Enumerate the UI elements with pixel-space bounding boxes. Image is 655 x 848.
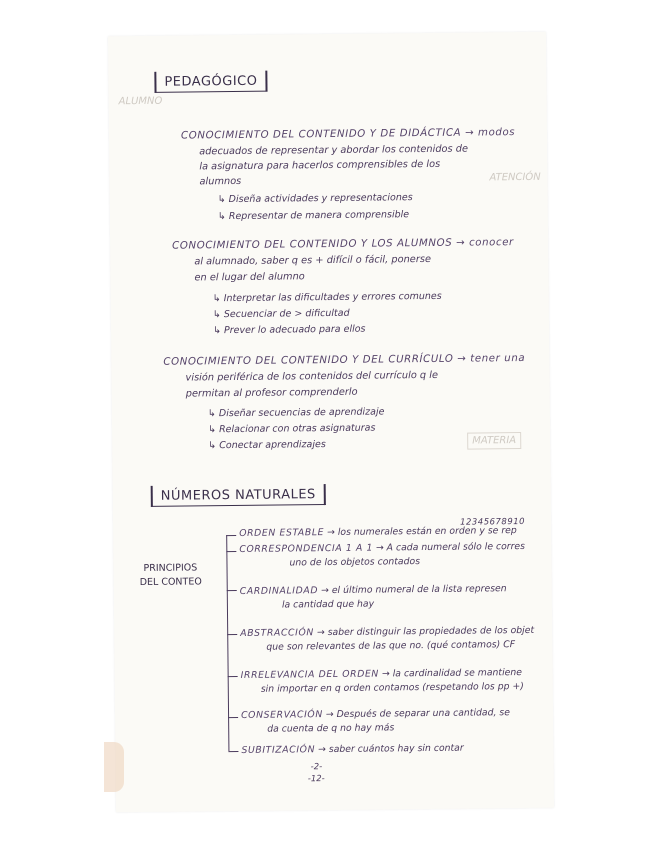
bullet-item: ↳ Relacionar con otras asignaturas <box>208 422 376 436</box>
block-text: adecuados de representar y abordar los contenidos de <box>199 143 469 158</box>
section-heading-pedagogico: PEDAGÓGICO <box>154 71 267 93</box>
principle-text: → el último numeral de la lista represen <box>321 583 507 597</box>
bullet-item: ↳ Secuenciar de > dificultad <box>212 307 350 321</box>
principles-bracket <box>226 535 237 751</box>
principle-item <box>241 744 463 756</box>
finger-edge <box>104 742 124 792</box>
principle-title: CORRESPONDENCIA 1 A 1 <box>239 542 374 555</box>
page-number: -12- <box>307 774 325 785</box>
bullet-item: ↳ Diseñar secuencias de aprendizaje <box>207 406 385 420</box>
block-text: permitan al profesor comprenderlo <box>185 386 358 400</box>
principle-item <box>240 584 507 596</box>
notebook-page <box>108 32 554 813</box>
block-title: CONOCIMIENTO DEL CONTENIDO Y DEL CURRÍCULO → tener una <box>163 352 526 368</box>
principle-title: ORDEN ESTABLE <box>239 527 325 539</box>
block-text: visión periférica de los contenidos del currículo q le <box>185 369 439 384</box>
principle-text: → la cardinalidad se mantiene <box>381 667 523 680</box>
bracket-tick <box>228 717 238 718</box>
bracket-tick <box>226 535 236 536</box>
principle-item <box>241 668 522 680</box>
principle-continuation: la cantidad que hay <box>281 598 375 611</box>
principle-item <box>240 626 534 638</box>
bleed-through-text: ATENCIÓN <box>489 171 541 184</box>
block-text: al alumnado, saber q es + difícil o fácil, ponerse <box>194 253 432 268</box>
block-title: CONOCIMIENTO DEL CONTENIDO Y DE DIDÁCTICA → modos <box>180 127 516 142</box>
principle-text: → saber distinguir las propiedades de los objet <box>316 624 535 639</box>
principle-title: IRRELEVANCIA DEL ORDEN <box>240 668 380 681</box>
principle-text: → Después de separar una cantidad, se <box>325 707 511 721</box>
block-title: CONOCIMIENTO DEL CONTENIDO Y LOS ALUMNOS → conocer <box>172 237 514 252</box>
principle-title: CONSERVACIÓN <box>241 709 323 721</box>
bullet-item: ↳ Representar de manera comprensible <box>217 209 410 223</box>
principle-continuation: que son relevantes de las que no. (qué contamos) CF <box>266 639 516 653</box>
bleed-through-text: ALUMNO <box>118 95 163 108</box>
principle-item <box>241 708 510 720</box>
bracket-tick <box>227 634 237 635</box>
bracket-tick <box>226 551 236 552</box>
principle-item <box>239 542 525 554</box>
bullet-item: ↳ Prever lo adecuado para ellos <box>212 323 366 337</box>
bracket-tick <box>228 751 238 752</box>
principle-text: → A cada numeral sólo le corres <box>375 540 526 554</box>
principle-continuation: uno de los objetos contados <box>289 556 421 569</box>
principle-continuation: da cuenta de q no hay más <box>267 722 395 735</box>
section-heading-numeros-naturales: NÚMEROS NATURALES <box>151 484 326 507</box>
page-number: -2- <box>310 762 323 773</box>
bullet-item: ↳ Interpretar las dificultades y errores comunes <box>212 290 442 305</box>
principle-item <box>239 526 517 538</box>
principle-continuation: sin importar en q orden contamos (respetando los pp +) <box>260 680 524 695</box>
bracket-tick <box>227 590 237 591</box>
principle-text: → saber cuántos hay sin contar <box>318 742 464 756</box>
counting-digits: 12345678910 <box>460 516 526 528</box>
principle-title: SUBITIZACIÓN <box>241 744 316 756</box>
bullet-item: ↳ Conectar aprendizajes <box>208 439 326 452</box>
block-text: alumnos <box>199 175 242 188</box>
block-text: la asignatura para hacerlos comprensibles de los <box>199 158 441 173</box>
principles-label: PRINCIPIOS <box>143 562 198 574</box>
principle-title: CARDINALIDAD <box>239 585 319 597</box>
bullet-item: ↳ Diseña actividades y representaciones <box>217 192 413 206</box>
bleed-through-text: MATERIA <box>467 432 521 450</box>
principles-label: DEL CONTEO <box>139 576 202 589</box>
block-text: en el lugar del alumno <box>194 271 305 284</box>
principle-text: → los numerales están en orden y se rep <box>326 525 517 539</box>
principle-title: ABSTRACCIÓN <box>240 627 315 639</box>
bracket-tick <box>228 676 238 677</box>
